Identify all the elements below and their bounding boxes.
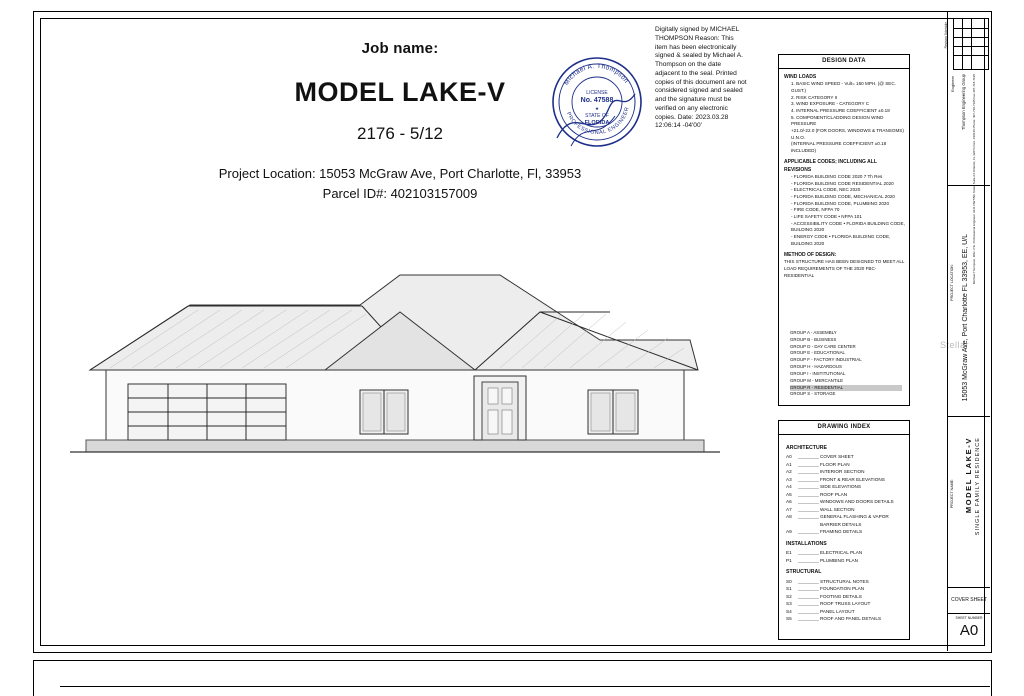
index-dash: ________ xyxy=(798,506,819,512)
list-item: GROUP F - FACTORY INDUSTRIAL xyxy=(790,357,862,363)
index-code: A3 xyxy=(786,476,792,482)
index-name: PANEL LAYOUT xyxy=(820,608,855,614)
sheet-number-cell xyxy=(948,613,990,651)
list-item xyxy=(786,483,905,491)
engineer-seal xyxy=(545,50,650,155)
index-name: STRUCTURAL NOTES xyxy=(820,578,869,584)
index-dash: ________ xyxy=(798,586,819,592)
list-item: (INTERNAL PRESSURE COEFFICIENT ±0.18 INCLUDED) xyxy=(791,141,887,153)
index-name: ROOF PLAN xyxy=(820,491,848,497)
list-item: - FLORIDA BUILDING CODE RESIDENTIAL 2020 xyxy=(791,180,894,186)
index-dash: ________ xyxy=(798,476,819,482)
revision-schedule-label: Revision Schedule xyxy=(944,22,948,49)
index-name: FRAMING DETAILS xyxy=(820,529,863,535)
front-elevation-drawing xyxy=(70,250,720,465)
project-name-label: PROJECT NAME: xyxy=(950,479,954,509)
sheet-number-label: SHEET NUMBER xyxy=(955,616,983,620)
index-dash: ________ xyxy=(798,601,819,607)
list-item-selected: GROUP R - RESIDENTIAL xyxy=(790,385,902,392)
list-item: - FLORIDA BUILDING CODE, MECHANICAL 2020 xyxy=(791,193,895,199)
index-dash: ________ xyxy=(798,550,819,556)
list-item xyxy=(786,608,905,616)
list-item: GROUP I - INSTITUTIONAL xyxy=(790,370,846,376)
svg-text:LICENSE: LICENSE xyxy=(586,90,608,96)
index-name: FOUNDATION PLAN xyxy=(820,586,865,592)
index-code: A4 xyxy=(786,484,792,490)
svg-text:No. 47588: No. 47588 xyxy=(580,97,614,104)
index-name: GENERAL FLASHING & VAPOR BARRIER DETAILS xyxy=(820,514,889,527)
index-code: A2 xyxy=(786,469,792,475)
project-location: Project Location: 15053 McGraw Ave, Port Charlotte, Fl, 33953 xyxy=(218,166,582,181)
index-dash: ________ xyxy=(798,616,819,622)
design-data-header: DESIGN DATA xyxy=(779,55,909,69)
index-code: A6 xyxy=(786,499,792,505)
cover-sheet-cell xyxy=(948,588,990,614)
index-name: PLUMBING PLAN xyxy=(820,557,859,563)
index-dash: ________ xyxy=(798,499,819,505)
drawing-index-section-title: STRUCTURAL xyxy=(786,569,822,576)
list-item xyxy=(786,468,905,476)
index-name: FLOOR PLAN xyxy=(820,461,850,467)
drawing-index-section-title: INSTALLATIONS xyxy=(786,540,827,547)
model-name: MODEL LAKE-V xyxy=(294,77,506,107)
cover-sheet-label: COVER SHEET xyxy=(951,597,987,603)
svg-text:★: ★ xyxy=(594,106,600,111)
index-code: A7 xyxy=(786,506,792,512)
job-name-label: Job name: xyxy=(361,40,439,57)
list-item: GROUP M - MERCANTILE xyxy=(790,377,844,383)
sheet-number-value: A0 xyxy=(959,622,979,639)
svg-text:STATE OF: STATE OF xyxy=(585,113,609,119)
index-dash: ________ xyxy=(798,491,819,497)
method-of-design-text: THIS STRUCTURE HAS BEEN DESIGNED TO MEET ALL LOAD REQUIREMENTS OF THE 2020 FBC-RESIDENTIAL xyxy=(784,259,905,278)
index-name: SIDE ELEVATIONS xyxy=(820,484,861,490)
index-code: S4 xyxy=(786,608,792,614)
list-item: BUILDING 2020 xyxy=(791,240,825,246)
list-item: - FIRE CODE, NFPA 70 xyxy=(791,207,840,213)
wind-loads-title: WIND LOADS xyxy=(784,74,817,80)
list-item xyxy=(786,528,905,536)
project-name-sub: SINGLE FAMILY RESIDENCE xyxy=(975,437,981,536)
index-name: FOOTING DETAILS xyxy=(820,593,862,599)
index-code: S2 xyxy=(786,593,792,599)
engineer-name: Thompson Engineering Group xyxy=(961,74,966,131)
list-item xyxy=(786,476,905,484)
list-item: GROUP S - STORAGE xyxy=(790,391,836,397)
project-location-cell xyxy=(948,186,990,417)
index-code: A8 xyxy=(786,514,792,520)
index-code: P1 xyxy=(786,557,792,563)
index-name: WINDOWS AND DOORS DETAILS xyxy=(820,499,894,505)
applicable-codes-list xyxy=(784,174,905,247)
index-dash: ________ xyxy=(798,608,819,614)
occupancy-group-list xyxy=(790,330,902,398)
list-item xyxy=(786,593,905,601)
svg-text:FLORIDA: FLORIDA xyxy=(584,120,610,126)
index-dash: ________ xyxy=(798,461,819,467)
list-item: 2. RISK CATEGORY II xyxy=(791,94,838,100)
index-dash: ________ xyxy=(798,578,819,584)
drawing-index-header: DRAWING INDEX xyxy=(779,421,909,435)
index-code: S1 xyxy=(786,586,792,592)
model-number: 2176 - 5/12 xyxy=(356,124,443,143)
list-item: 4. INTERNAL PRESSURE COEFFICIENT ±0.18 xyxy=(791,107,890,113)
drawing-index-box xyxy=(778,420,910,640)
index-dash: ________ xyxy=(798,469,819,475)
digital-signature-text: Digitally signed by MICHAEL THOMPSON Reason: This item has been electronically signed & sealed by Michael A. Thompson on the date adjacent to the seal. Printed copies of this document are not considered signed and sealed and the signature must be verified on any electronic copies. Date: 2023.03.28 12:06:14 -04'00' xyxy=(655,26,747,130)
applicable-codes-title: APPLICABLE CODES; INCLUDING ALL REVISIONS xyxy=(784,159,877,173)
list-item xyxy=(786,585,905,593)
list-item: - LIFE SAFETY CODE • NFPA 101 xyxy=(791,213,862,219)
index-code: S3 xyxy=(786,601,792,607)
index-code: S0 xyxy=(786,578,792,584)
index-name: ELECTRICAL PLAN xyxy=(820,550,863,556)
list-item: GROUP D - DAY CARE CENTER xyxy=(790,343,856,349)
engineer-label: Engineer xyxy=(950,76,955,93)
index-code: A5 xyxy=(786,491,792,497)
list-item xyxy=(786,453,905,461)
watermark: Stellar xyxy=(940,340,970,350)
index-dash: ________ xyxy=(798,514,819,520)
list-item: GROUP B - BUSINESS xyxy=(790,336,837,342)
list-item: GROUP A - ASSEMBLY xyxy=(790,330,837,335)
list-item: 5. COMPONENT/CLADDING DESIGN WIND PRESSURE xyxy=(791,114,884,127)
wind-loads-list xyxy=(784,81,905,154)
index-dash: ________ xyxy=(798,557,819,563)
list-item xyxy=(786,491,905,499)
method-of-design-title: METHOD OF DESIGN: xyxy=(784,252,837,259)
index-dash: ________ xyxy=(798,484,819,490)
index-dash: ________ xyxy=(798,593,819,599)
index-code: E1 xyxy=(786,550,792,556)
list-item: +21.0/-22.0 (FOR DOORS, WINDOWS & TRANSOMS) U.N.O. xyxy=(791,127,904,140)
list-item: 3. WIND EXPOSURE - CATEGORY C xyxy=(791,101,870,107)
index-name: FRONT & REAR ELEVATIONS xyxy=(820,476,885,482)
list-item xyxy=(786,578,905,586)
project-name-value: MODEL LAKE-V xyxy=(964,437,973,514)
list-item xyxy=(786,615,905,623)
svg-text:PROFESSIONAL ENGINEER: PROFESSIONAL ENGINEER xyxy=(564,106,631,137)
list-item: - FLORIDA BUILDING CODE 2020 7 Th Res xyxy=(791,173,883,179)
index-code: A1 xyxy=(786,461,792,467)
list-item xyxy=(786,513,905,528)
index-code: A0 xyxy=(786,454,792,460)
list-item xyxy=(786,557,905,565)
list-item xyxy=(786,506,905,514)
project-location-value: 15053 McGraw Ave, Port Charlotte FL 33953, EE, U/L xyxy=(962,234,969,402)
parcel-id: Parcel ID#: 402103157009 xyxy=(322,186,478,201)
revision-schedule-table xyxy=(953,18,989,70)
index-name: ROOF AND PANEL DETAILS xyxy=(820,616,882,622)
index-dash: ________ xyxy=(798,529,819,535)
drawing-index-section-title: ARCHITECTURE xyxy=(786,445,827,451)
list-item: GROUP H - HAZARDOUS xyxy=(790,364,842,370)
list-item: 1. BASIC WIND SPEED - Vult= 160 MPH. (@ SEC. GUST.) xyxy=(791,81,896,93)
engineer-contact: Michael Thompson, MSc. P.E. Professional Engineer 3241 NW 55th Street Suite A4 Orlando, FL 32073 Cert. #30146 Phone: 407-718-7195 Fax 407-718-7195 xyxy=(972,74,976,285)
project-location-label: PROJECT LOCATION: xyxy=(950,264,954,301)
list-item: GROUP E - EDUCATIONAL xyxy=(790,350,845,356)
index-name: ROOF TRUSS LAYOUT xyxy=(820,601,871,607)
index-dash: ________ xyxy=(798,454,819,460)
project-name-cell xyxy=(948,417,990,588)
list-item xyxy=(786,498,905,506)
list-item: - ENERGY CODE • FLORIDA BUILDING CODE, xyxy=(791,233,891,239)
list-item: BUILDING 2020 xyxy=(791,227,825,233)
list-item: - ACCESSIBILITY CODE • FLORIDA BUILDING CODE, xyxy=(791,220,905,226)
list-item xyxy=(786,600,905,608)
list-item: - FLORIDA BUILDING CODE, PLUMBING 2020 xyxy=(791,200,890,206)
index-name: WALL SECTION xyxy=(820,506,855,512)
list-item xyxy=(786,549,905,557)
list-item: - ELECTRICAL CODE, NEC 2020 xyxy=(791,187,861,193)
svg-text:Michael A. Thompson: Michael A. Thompson xyxy=(562,62,630,87)
list-item xyxy=(786,461,905,469)
index-name: COVER SHEET xyxy=(820,454,854,460)
index-code: S5 xyxy=(786,616,792,622)
index-code: A9 xyxy=(786,529,792,535)
index-name: INTERIOR SECTION xyxy=(820,469,865,475)
